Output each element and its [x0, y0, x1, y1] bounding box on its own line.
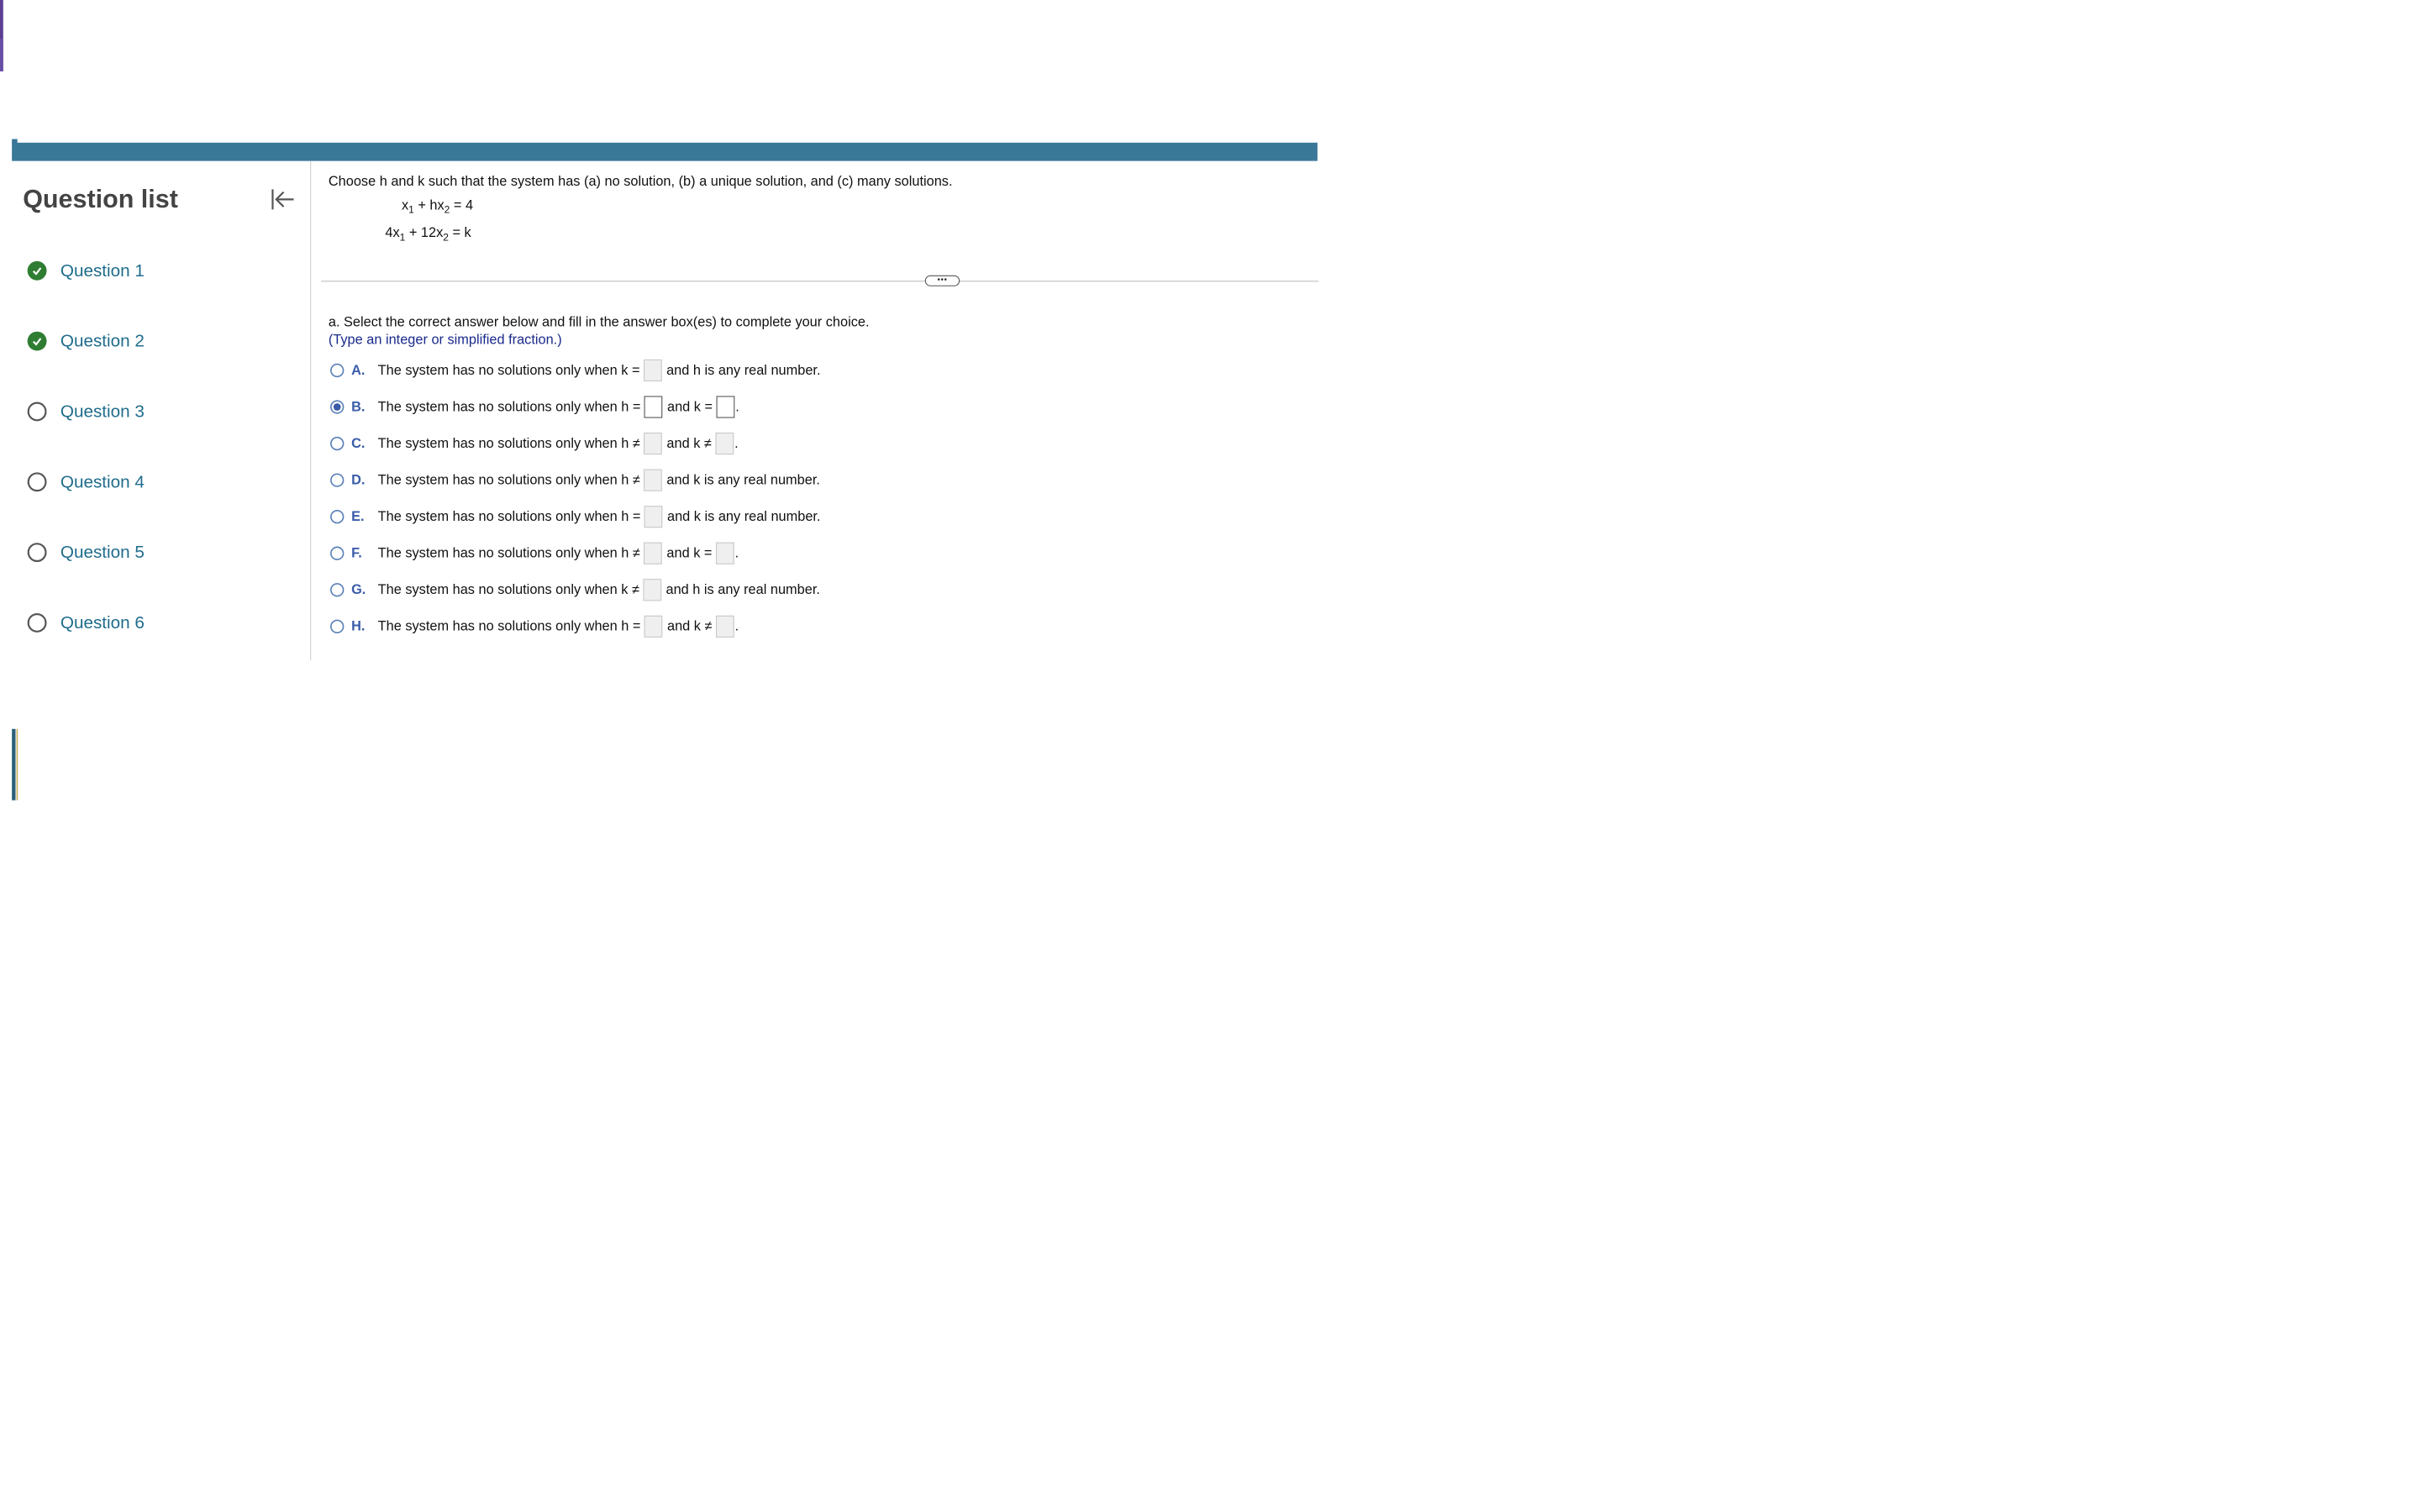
question-label: Question 6: [60, 612, 145, 633]
radio-button[interactable]: [330, 510, 344, 523]
question-item-5[interactable]: [28, 538, 145, 566]
bottom-left-accent: [12, 729, 15, 801]
answer-box[interactable]: [715, 433, 734, 454]
answer-box-h[interactable]: [644, 396, 663, 417]
answer-box[interactable]: [644, 543, 662, 564]
empty-circle-icon: [28, 613, 47, 633]
option-g[interactable]: G. The system has no solutions only when k ≠ and h is any real number.: [329, 577, 820, 602]
answer-box[interactable]: [716, 616, 734, 638]
page: [0, 0, 1318, 823]
option-c[interactable]: C. The system has no solutions only when h ≠ and k ≠ .: [329, 431, 739, 456]
radio-button[interactable]: [330, 620, 344, 633]
bottom-left-accent-line: [17, 729, 18, 801]
check-icon: [28, 261, 47, 281]
equation-1: $x_1 + hx_2 = 4$: [401, 197, 474, 216]
option-f[interactable]: F. The system has no solutions only when h ≠ and k = .: [329, 540, 739, 565]
question-label: Question 5: [60, 542, 145, 562]
answer-format-hint: (Type an integer or simplified fraction.): [328, 332, 562, 348]
answer-box[interactable]: [644, 433, 662, 454]
question-label: Question 4: [60, 472, 145, 491]
empty-circle-icon: [28, 472, 47, 491]
answer-box[interactable]: [644, 470, 662, 491]
radio-button[interactable]: [330, 364, 344, 377]
question-item-2[interactable]: [28, 328, 145, 355]
check-icon: [28, 332, 47, 351]
answer-box-k[interactable]: [716, 396, 734, 417]
option-d[interactable]: D. The system has no solutions only when h ≠ and k is any real number.: [329, 467, 820, 492]
radio-button[interactable]: [330, 437, 344, 450]
equation-2: $4x_1 + 12x_2 = k$: [385, 224, 471, 244]
empty-circle-icon: [28, 402, 47, 422]
option-a[interactable]: A. The system has no solutions only when k = and h is any real number.: [329, 358, 821, 383]
radio-button[interactable]: [330, 583, 344, 596]
empty-circle-icon: [28, 543, 47, 562]
top-bar: [12, 143, 1318, 161]
question-item-3[interactable]: [28, 398, 145, 426]
question-item-1[interactable]: [28, 257, 145, 285]
question-item-4[interactable]: [28, 468, 145, 496]
question-label: Question 3: [60, 402, 145, 422]
question-list-title: Question list: [23, 184, 178, 213]
more-options-button[interactable]: •••: [925, 276, 960, 286]
answer-box[interactable]: [643, 579, 661, 601]
part-a-instruction: a. Select the correct answer below and fill in the answer box(es) to complete your choice.: [328, 314, 870, 330]
question-label: Question 1: [60, 260, 145, 281]
answer-box[interactable]: [644, 506, 663, 528]
radio-button[interactable]: [330, 547, 344, 560]
problem-prompt: Choose h and k such that the system has (a) no solution, (b) a unique solution, and (c) many solutions.: [328, 173, 953, 189]
corner-accent: [0, 0, 3, 71]
question-item-6[interactable]: [28, 609, 145, 637]
question-label: Question 2: [60, 331, 145, 351]
answer-box[interactable]: [716, 543, 734, 564]
option-b[interactable]: B. The system has no solutions only when h = and k = .: [329, 394, 739, 419]
option-e[interactable]: E. The system has no solutions only when h = and k is any real number.: [329, 504, 821, 529]
radio-button[interactable]: [330, 473, 344, 486]
question-list-panel: [12, 161, 311, 660]
radio-button-selected[interactable]: [330, 400, 344, 413]
option-h[interactable]: H. The system has no solutions only when h = and k ≠ .: [329, 614, 739, 639]
collapse-left-icon[interactable]: [269, 186, 297, 213]
answer-box[interactable]: [644, 616, 663, 638]
answer-box[interactable]: [644, 360, 662, 381]
